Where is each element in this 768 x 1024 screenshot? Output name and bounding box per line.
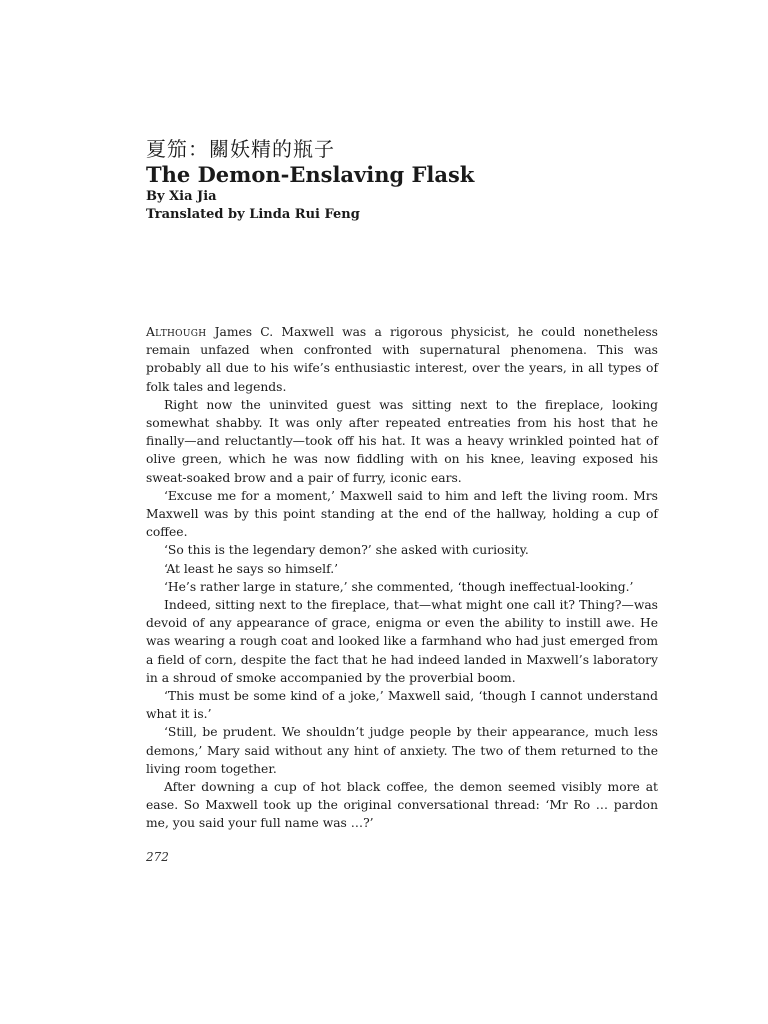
drop-lead-word: Although <box>146 325 207 339</box>
body-paragraph <box>146 323 658 396</box>
story-body <box>146 323 658 833</box>
translator-byline: Translated by Linda Rui Feng <box>146 207 360 222</box>
english-title: The Demon-Enslaving Flask <box>146 162 475 187</box>
body-paragraph: ‘Still, be prudent. We shouldn’t judge people by their appearance, much less demons,’ Mary said without any hint of anxiety. The two of them returned to the living room together. <box>146 725 658 776</box>
body-paragraph: ‘At least he says so himself.’ <box>164 561 339 576</box>
book-page <box>146 0 658 1024</box>
body-paragraph: Right now the uninvited guest was sitting next to the fireplace, looking somewhat shabby. It was only after repeated entreaties from his host that he finally—and reluctantly—took off his hat. It was a heavy wrinkled pointed hat of olive green, which he was now fiddling with on his knee, leaving exposed his sweat-soaked brow and a pair of furry, iconic ears. <box>146 397 658 485</box>
body-paragraph: ‘Excuse me for a moment,’ Maxwell said to him and left the living room. Mrs Maxwell was by this point standing at the end of the hallway, holding a cup of coffee. <box>146 488 658 540</box>
author-byline: By Xia Jia <box>146 189 217 204</box>
body-paragraph: ‘He’s rather large in stature,’ she commented, ‘though ineffectual-looking.’ <box>164 579 634 594</box>
body-paragraph: ‘So this is the legendary demon?’ she asked with curiosity. <box>164 543 529 558</box>
paragraph-text: James C. Maxwell was a rigorous physicist, he could nonetheless remain unfazed when confronted with supernatural phenomena. This was probably all due to his wife’s enthusiastic interest, over the years, in all types of folk tales and legends. <box>146 325 658 394</box>
body-paragraph: After downing a cup of hot black coffee, the demon seemed visibly more at ease. So Maxwell took up the original conversational thread: ‘Mr Ro … pardon me, you said your full name was …?’ <box>146 780 658 831</box>
page-number: 272 <box>146 850 169 864</box>
chapter-heading <box>146 136 658 224</box>
body-paragraph: Indeed, sitting next to the fireplace, that—what might one call it? Thing?—was devoid of any appearance of grace, enigma or even the ability to instill awe. He was wearing a rough coat and looked like a farmhand who had just emerged from a field of corn, despite the fact that he had indeed landed in Maxwell’s laboratory in a shroud of smoke accompanied by the proverbial boom. <box>146 598 658 685</box>
chinese-title: 夏笳：關妖精的瓶子 <box>146 137 335 161</box>
body-paragraph: ‘This must be some kind of a joke,’ Maxwell said, ‘though I cannot understand what it is.’ <box>146 689 658 722</box>
